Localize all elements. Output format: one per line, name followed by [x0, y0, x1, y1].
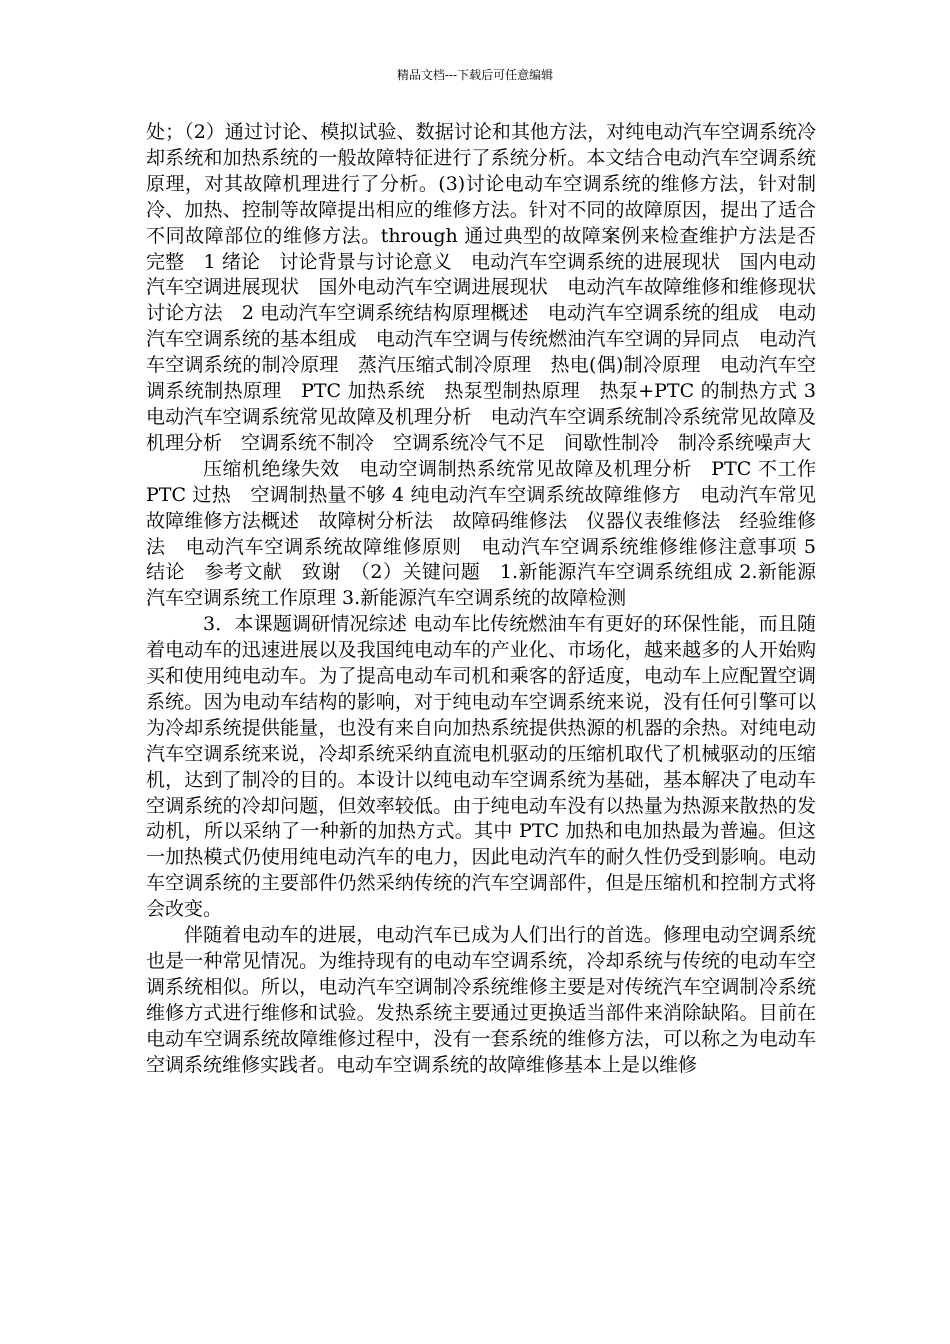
paragraph-4: 伴随着电动车的进展，电动汽车已成为人们出行的首选。修理电动空调系统也是一种常见情况。为维持现有的电动车空调系统，冷却系统与传统的电动车空调系统相似。所以，电动汽车空调制冷系统维修主要是对传统汽车空调制冷系统维修方式进行维修和试验。发热系统主要通过更换适当部件来消除缺陷。目前在电动车空调系统故障维修过程中，没有一套系统的维修方法，可以称之为电动车空调系统维修实践者。电动车空调系统的故障维修基本上是以维修	[146, 924, 816, 1076]
paragraph-1: 处；（2）通过讨论、模拟试验、数据讨论和其他方法，对纯电动汽车空调系统冷却系统和加热系统的一般故障特征进行了系统分析。本文结合电动汽车空调系统原理，对其故障机理进行了分析。(3)讨论电动车空调系统的维修方法，针对制冷、加热、控制等故障提出相应的维修方法。针对不同的故障原因，提出了适合不同故障部位的维修方法。through 通过典型的故障案例来检查维护方法是否完整 1 绪论 讨论背景与讨论意义 电动汽车空调系统的进展现状 国内电动汽车空调进展现状 国外电动汽车空调进展现状 电动汽车故障维修和维修现状 讨论方法 2 电动汽车空调系统结构原理概述 电动汽车空调系统的组成 电动汽车空调系统的基本组成 电动汽车空调与传统燃油汽车空调的异同点 电动汽车空调系统的制冷原理 蒸汽压缩式制冷原理 热电(偶)制冷原理 电动汽车空调系统制热原理 PTC 加热系统 热泵型制热原理 热泵+PTC 的制热方式 3 电动汽车空调系统常见故障及机理分析 电动汽车空调系统制冷系统常见故障及机理分析 空调系统不制冷 空调系统冷气不足 间歇性制冷 制冷系统噪声大	[146, 121, 836, 454]
document-body	[146, 120, 836, 1079]
paragraph-2: 压缩机绝缘失效 电动空调制热系统常见故障及机理分析 PTC 不工作 PTC 过热 空调制热量不够 4 纯电动汽车空调系统故障维修方 电动汽车常见故障维修方法概述 故障树分析法 故障码维修法 仪器仪表维修法 经验维修法 电动汽车空调系统故障维修原则 电动汽车空调系统维修维修注意事项 5 结论 参考文献 致谢 （2）关键问题 1.新能源汽车空调系统组成 2.新能源汽车空调系统工作原理 3.新能源汽车空调系统的故障检测	[146, 457, 836, 610]
paragraph-3: 3．本课题调研情况综述 电动车比传统燃油车有更好的环保性能，而且随着电动车的迅速进展以及我国纯电动车的产业化、市场化，越来越多的人开始购买和使用纯电动车。为了提高电动车司机和乘客的舒适度，电动车上应配置空调系统。因为电动车结构的影响，对于纯电动车空调系统来说，没有任何引擎可以为冷却系统提供能量，也没有来自向加热系统提供热源的机器的余热。对纯电动汽车空调系统来说，冷却系统采纳直流电机驱动的压缩机取代了机械驱动的压缩机，达到了制冷的目的。本设计以纯电动车空调系统为基础，基本解决了电动车空调系统的冷却问题，但效率较低。由于纯电动车没有以热量为热源来散热的发动机，所以采纳了一种新的加热方式。其中 PTC 加热和电加热最为普遍。但这一加热模式仍使用纯电动汽车的电力，因此电动汽车的耐久性仍受到影响。电动车空调系统的主要部件仍然采纳传统的汽车空调部件，但是压缩机和控制方式将会改变。	[146, 613, 816, 921]
page-header: 精品文档---下载后可任意编辑	[396, 68, 554, 82]
